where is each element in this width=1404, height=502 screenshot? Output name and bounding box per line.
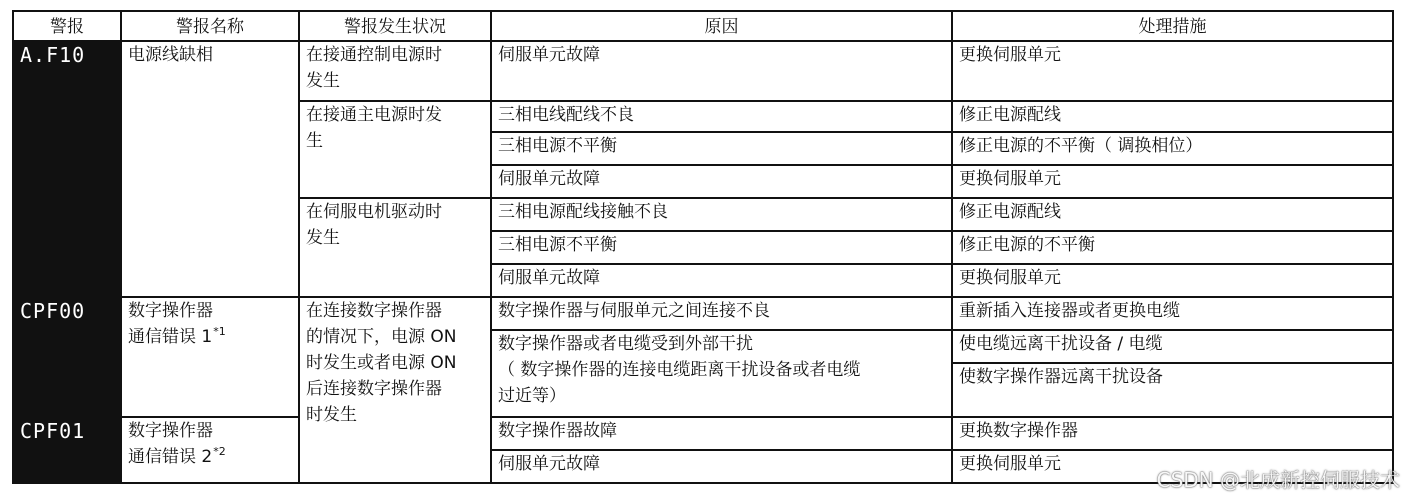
alarm-code-cpf00: CPF00: [13, 297, 121, 417]
cause-cell: 三相电源配线接触不良: [491, 198, 952, 231]
action-cell: 重新插入连接器或者更换电缆: [952, 297, 1393, 330]
watermark: CSDN @北成新控伺服技术: [1156, 468, 1400, 492]
header-condition: 警报发生状况: [299, 11, 491, 41]
cause-cell: 伺服单元故障: [491, 41, 952, 101]
action-cell: 使数字操作器远离干扰设备: [952, 363, 1393, 417]
action-cell: 更换数字操作器: [952, 417, 1393, 450]
footnote-marker: *2: [213, 445, 226, 458]
alarm-code-cpf01: CPF01: [13, 417, 121, 483]
cause-cell: 伺服单元故障: [491, 450, 952, 483]
action-cell: 更换伺服单元: [952, 450, 1393, 483]
header-row: [13, 11, 1393, 41]
condition-digital-operator: 在连接数字操作器 的情况下，电源 ON 时发生或者电源 ON 后连接数字操作器 时发生: [299, 297, 491, 483]
action-cell: 修正电源的不平衡: [952, 231, 1393, 264]
alarm-code-af10: A.F10: [13, 41, 121, 297]
table-row: [13, 297, 1393, 330]
alarm-name-cpf00: 数字操作器 通信错误 1$^{*1}$: [121, 297, 299, 417]
condition-main-power: 在接通主电源时发 生: [299, 101, 491, 198]
action-cell: 修正电源配线: [952, 101, 1393, 132]
header-cause: 原因: [491, 11, 952, 41]
cause-cell: 数字操作器与伺服单元之间连接不良: [491, 297, 952, 330]
table-row: [13, 417, 1393, 450]
condition-motor-drive: 在伺服电机驱动时 发生: [299, 198, 491, 297]
action-cell: 修正电源的不平衡（ 调换相位）: [952, 132, 1393, 165]
alarm-table: [12, 10, 1394, 484]
table-row: [13, 41, 1393, 101]
action-cell: 更换伺服单元: [952, 41, 1393, 101]
header-action: 处理措施: [952, 11, 1393, 41]
cause-cell: 三相电线配线不良: [491, 101, 952, 132]
action-cell: 使电缆远离干扰设备 / 电缆: [952, 330, 1393, 363]
action-cell: 更换伺服单元: [952, 165, 1393, 198]
condition-control-power: 在接通控制电源时 发生: [299, 41, 491, 101]
footnote-marker: *1: [213, 325, 226, 338]
cause-cell: 数字操作器故障: [491, 417, 952, 450]
alarm-name-cpf01: 数字操作器 通信错误 2$^{*2}$: [121, 417, 299, 483]
cause-cell: 三相电源不平衡: [491, 231, 952, 264]
cause-cell: 伺服单元故障: [491, 264, 952, 297]
header-alarm: 警报: [13, 11, 121, 41]
header-alarm-name: 警报名称: [121, 11, 299, 41]
cause-cell: 数字操作器或者电缆受到外部干扰 （ 数字操作器的连接电缆距离干扰设备或者电缆 过近等）: [491, 330, 952, 417]
action-cell: 修正电源配线: [952, 198, 1393, 231]
cause-cell: 三相电源不平衡: [491, 132, 952, 165]
action-cell: 更换伺服单元: [952, 264, 1393, 297]
alarm-name-af10: 电源线缺相: [121, 41, 299, 297]
cause-cell: 伺服单元故障: [491, 165, 952, 198]
